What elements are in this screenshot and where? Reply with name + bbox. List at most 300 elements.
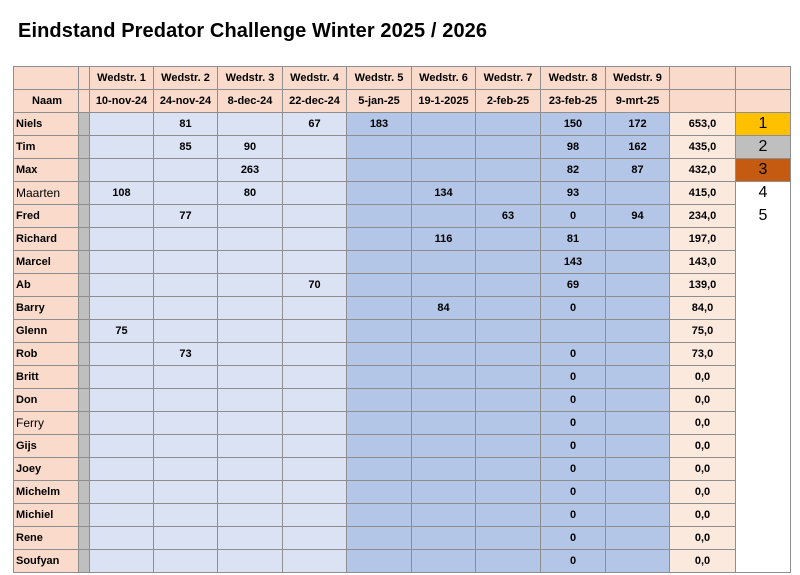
score-cell — [218, 504, 283, 527]
score-cell — [412, 366, 476, 389]
score-cell — [154, 389, 218, 412]
score-cell — [218, 412, 283, 435]
row-separator — [79, 182, 90, 205]
score-cell: 0 — [541, 343, 606, 366]
score-cell — [606, 297, 670, 320]
score-cell — [606, 527, 670, 550]
score-cell — [412, 251, 476, 274]
score-cell — [606, 504, 670, 527]
table-row — [14, 550, 791, 573]
score-cell — [476, 297, 541, 320]
match-date: 8-dec-24 — [218, 90, 283, 113]
score-cell — [347, 481, 412, 504]
score-cell: 73 — [154, 343, 218, 366]
row-separator — [79, 251, 90, 274]
player-name: Soufyan — [14, 550, 79, 573]
score-cell — [283, 320, 347, 343]
total-cell: 0,0 — [670, 550, 736, 573]
score-cell: 183 — [347, 113, 412, 136]
score-cell — [90, 205, 154, 228]
score-cell — [218, 228, 283, 251]
player-name: Michelm — [14, 481, 79, 504]
score-cell — [283, 159, 347, 182]
total-cell: 0,0 — [670, 412, 736, 435]
score-cell — [218, 458, 283, 481]
header-total-blank — [670, 67, 736, 90]
score-cell — [347, 527, 412, 550]
score-cell: 0 — [541, 205, 606, 228]
score-cell — [90, 435, 154, 458]
table-row — [14, 251, 791, 274]
rank-cell — [736, 550, 791, 573]
header-total-blank — [670, 90, 736, 113]
row-separator — [79, 366, 90, 389]
table-row — [14, 481, 791, 504]
table-row — [14, 527, 791, 550]
table-row — [14, 389, 791, 412]
score-cell — [283, 251, 347, 274]
score-cell — [90, 228, 154, 251]
score-cell — [476, 136, 541, 159]
rank-cell — [736, 504, 791, 527]
score-cell — [90, 389, 154, 412]
score-cell — [154, 228, 218, 251]
match-date: 22-dec-24 — [283, 90, 347, 113]
score-cell: 81 — [154, 113, 218, 136]
score-cell: 90 — [218, 136, 283, 159]
rank-cell — [736, 458, 791, 481]
total-cell: 139,0 — [670, 274, 736, 297]
score-cell — [606, 274, 670, 297]
player-name: Max — [14, 159, 79, 182]
player-name: Richard — [14, 228, 79, 251]
rank-cell: 1 — [736, 113, 791, 136]
table-row — [14, 366, 791, 389]
score-cell — [347, 251, 412, 274]
score-cell — [476, 182, 541, 205]
rank-cell: 2 — [736, 136, 791, 159]
score-cell — [412, 550, 476, 573]
score-cell: 0 — [541, 504, 606, 527]
rank-cell — [736, 366, 791, 389]
score-cell — [606, 412, 670, 435]
score-cell — [283, 228, 347, 251]
row-separator — [79, 159, 90, 182]
score-cell — [283, 458, 347, 481]
score-cell — [347, 320, 412, 343]
row-separator — [79, 527, 90, 550]
table-row — [14, 182, 791, 205]
player-name: Rob — [14, 343, 79, 366]
score-cell — [154, 251, 218, 274]
score-cell — [476, 412, 541, 435]
rank-cell — [736, 412, 791, 435]
score-cell: 0 — [541, 412, 606, 435]
score-cell — [476, 435, 541, 458]
total-cell: 432,0 — [670, 159, 736, 182]
player-name: Don — [14, 389, 79, 412]
score-cell — [218, 481, 283, 504]
score-cell — [412, 136, 476, 159]
match-date: 10-nov-24 — [90, 90, 154, 113]
score-cell: 116 — [412, 228, 476, 251]
table-row — [14, 136, 791, 159]
player-name: Ferry — [14, 412, 79, 435]
row-separator — [79, 550, 90, 573]
score-cell — [283, 182, 347, 205]
match-label: Wedstr. 8 — [541, 67, 606, 90]
score-cell — [347, 182, 412, 205]
rank-cell — [736, 251, 791, 274]
score-cell: 87 — [606, 159, 670, 182]
match-date: 23-feb-25 — [541, 90, 606, 113]
table-row — [14, 435, 791, 458]
score-cell — [154, 481, 218, 504]
table-row — [14, 458, 791, 481]
score-cell — [154, 297, 218, 320]
score-cell: 134 — [412, 182, 476, 205]
score-cell — [154, 274, 218, 297]
score-cell — [412, 159, 476, 182]
score-cell — [412, 320, 476, 343]
score-cell — [154, 412, 218, 435]
row-separator — [79, 205, 90, 228]
score-cell — [476, 550, 541, 573]
score-cell — [154, 527, 218, 550]
score-cell — [541, 320, 606, 343]
table-row — [14, 320, 791, 343]
score-cell: 150 — [541, 113, 606, 136]
match-date: 19-1-2025 — [412, 90, 476, 113]
score-cell — [90, 481, 154, 504]
score-cell: 80 — [218, 182, 283, 205]
player-name: Marcel — [14, 251, 79, 274]
score-cell: 0 — [541, 297, 606, 320]
table-row — [14, 228, 791, 251]
total-cell: 0,0 — [670, 389, 736, 412]
score-cell: 69 — [541, 274, 606, 297]
total-cell: 0,0 — [670, 366, 736, 389]
score-cell — [90, 343, 154, 366]
match-date: 2-feb-25 — [476, 90, 541, 113]
score-cell — [347, 458, 412, 481]
score-cell: 67 — [283, 113, 347, 136]
score-cell — [476, 343, 541, 366]
score-cell — [476, 527, 541, 550]
rank-cell — [736, 320, 791, 343]
player-name: Maarten — [14, 182, 79, 205]
score-cell — [154, 435, 218, 458]
score-cell — [476, 320, 541, 343]
header-row-labels — [14, 67, 791, 90]
score-cell — [476, 159, 541, 182]
score-cell — [154, 182, 218, 205]
table-row — [14, 159, 791, 182]
row-separator — [79, 113, 90, 136]
score-cell — [476, 504, 541, 527]
score-cell — [154, 504, 218, 527]
match-label: Wedstr. 7 — [476, 67, 541, 90]
score-cell — [412, 435, 476, 458]
score-cell — [90, 504, 154, 527]
total-cell: 73,0 — [670, 343, 736, 366]
standings-table — [13, 66, 791, 573]
match-label: Wedstr. 5 — [347, 67, 412, 90]
total-cell: 197,0 — [670, 228, 736, 251]
score-cell — [347, 435, 412, 458]
score-cell — [90, 274, 154, 297]
score-cell: 98 — [541, 136, 606, 159]
rank-cell — [736, 274, 791, 297]
score-cell — [283, 412, 347, 435]
score-cell — [606, 458, 670, 481]
score-cell — [476, 366, 541, 389]
total-cell: 75,0 — [670, 320, 736, 343]
player-name: Michiel — [14, 504, 79, 527]
score-cell — [218, 205, 283, 228]
table-row — [14, 113, 791, 136]
total-cell: 0,0 — [670, 504, 736, 527]
score-cell: 81 — [541, 228, 606, 251]
score-cell — [218, 274, 283, 297]
score-cell — [218, 366, 283, 389]
total-cell: 0,0 — [670, 435, 736, 458]
score-cell — [476, 274, 541, 297]
player-name: Britt — [14, 366, 79, 389]
header-separator — [79, 67, 90, 90]
match-date: 24-nov-24 — [154, 90, 218, 113]
score-cell — [90, 251, 154, 274]
score-cell — [606, 389, 670, 412]
score-cell — [606, 435, 670, 458]
total-cell: 0,0 — [670, 481, 736, 504]
score-cell — [606, 366, 670, 389]
score-cell: 143 — [541, 251, 606, 274]
player-name: Niels — [14, 113, 79, 136]
row-separator — [79, 458, 90, 481]
score-cell — [90, 550, 154, 573]
score-cell: 0 — [541, 389, 606, 412]
score-cell — [606, 182, 670, 205]
row-separator — [79, 435, 90, 458]
score-cell — [476, 228, 541, 251]
player-name: Ab — [14, 274, 79, 297]
row-separator — [79, 412, 90, 435]
score-cell: 84 — [412, 297, 476, 320]
rank-cell: 3 — [736, 159, 791, 182]
score-cell — [218, 550, 283, 573]
score-cell: 162 — [606, 136, 670, 159]
score-cell — [154, 366, 218, 389]
score-cell — [90, 366, 154, 389]
score-cell: 85 — [154, 136, 218, 159]
score-cell — [476, 481, 541, 504]
score-cell — [476, 251, 541, 274]
rank-cell — [736, 297, 791, 320]
score-cell: 77 — [154, 205, 218, 228]
score-cell — [412, 527, 476, 550]
table-row — [14, 412, 791, 435]
score-cell — [283, 504, 347, 527]
total-cell: 84,0 — [670, 297, 736, 320]
score-cell — [606, 550, 670, 573]
match-label: Wedstr. 1 — [90, 67, 154, 90]
score-cell — [412, 205, 476, 228]
row-separator — [79, 228, 90, 251]
table-row — [14, 343, 791, 366]
total-cell: 234,0 — [670, 205, 736, 228]
table-row — [14, 297, 791, 320]
score-cell — [347, 297, 412, 320]
score-cell — [347, 159, 412, 182]
rank-cell — [736, 481, 791, 504]
table-row — [14, 274, 791, 297]
score-cell — [412, 389, 476, 412]
match-date: 5-jan-25 — [347, 90, 412, 113]
score-cell — [283, 366, 347, 389]
row-separator — [79, 297, 90, 320]
score-cell — [283, 481, 347, 504]
score-cell — [154, 550, 218, 573]
table-row — [14, 504, 791, 527]
score-cell — [347, 274, 412, 297]
score-cell — [218, 527, 283, 550]
score-cell: 172 — [606, 113, 670, 136]
row-separator — [79, 504, 90, 527]
score-cell — [283, 343, 347, 366]
score-cell — [90, 458, 154, 481]
header-rank-blank — [736, 67, 791, 90]
score-cell — [283, 550, 347, 573]
score-cell — [476, 113, 541, 136]
header-rank-blank — [736, 90, 791, 113]
row-separator — [79, 274, 90, 297]
score-cell — [90, 297, 154, 320]
score-cell — [283, 297, 347, 320]
score-cell — [412, 458, 476, 481]
score-cell — [606, 320, 670, 343]
row-separator — [79, 389, 90, 412]
total-cell: 0,0 — [670, 527, 736, 550]
score-cell — [347, 550, 412, 573]
score-cell: 0 — [541, 458, 606, 481]
score-cell — [347, 504, 412, 527]
score-cell: 0 — [541, 435, 606, 458]
score-cell — [283, 389, 347, 412]
player-name: Glenn — [14, 320, 79, 343]
rank-cell: 5 — [736, 205, 791, 228]
header-row-dates — [14, 90, 791, 113]
row-separator — [79, 481, 90, 504]
score-cell — [412, 274, 476, 297]
score-cell: 263 — [218, 159, 283, 182]
page-title: Eindstand Predator Challenge Winter 2025 / 2026 — [18, 20, 488, 42]
header-separator — [79, 90, 90, 113]
score-cell — [476, 389, 541, 412]
score-cell — [218, 113, 283, 136]
score-cell — [347, 136, 412, 159]
score-cell — [218, 297, 283, 320]
score-cell — [218, 251, 283, 274]
score-cell — [606, 343, 670, 366]
score-cell — [283, 527, 347, 550]
score-cell — [218, 320, 283, 343]
score-cell: 93 — [541, 182, 606, 205]
score-cell — [476, 458, 541, 481]
rank-cell: 4 — [736, 182, 791, 205]
match-label: Wedstr. 6 — [412, 67, 476, 90]
score-cell — [90, 113, 154, 136]
score-cell — [347, 205, 412, 228]
score-cell — [606, 228, 670, 251]
header-name-blank — [14, 67, 79, 90]
match-label: Wedstr. 4 — [283, 67, 347, 90]
rank-cell — [736, 435, 791, 458]
score-cell — [90, 159, 154, 182]
score-cell — [412, 481, 476, 504]
match-label: Wedstr. 3 — [218, 67, 283, 90]
total-cell: 435,0 — [670, 136, 736, 159]
score-cell: 0 — [541, 481, 606, 504]
score-cell — [154, 458, 218, 481]
player-name: Barry — [14, 297, 79, 320]
rank-cell — [736, 389, 791, 412]
score-cell — [412, 412, 476, 435]
score-cell — [283, 435, 347, 458]
score-cell — [154, 320, 218, 343]
score-cell — [412, 113, 476, 136]
score-cell — [154, 159, 218, 182]
score-cell — [283, 136, 347, 159]
score-cell: 75 — [90, 320, 154, 343]
score-cell: 94 — [606, 205, 670, 228]
score-cell — [90, 136, 154, 159]
total-cell: 653,0 — [670, 113, 736, 136]
score-cell — [218, 435, 283, 458]
score-cell — [218, 389, 283, 412]
score-cell: 0 — [541, 366, 606, 389]
score-cell — [90, 412, 154, 435]
match-label: Wedstr. 2 — [154, 67, 218, 90]
row-separator — [79, 320, 90, 343]
score-cell: 0 — [541, 550, 606, 573]
score-cell — [606, 481, 670, 504]
player-name: Rene — [14, 527, 79, 550]
row-separator — [79, 136, 90, 159]
total-cell: 143,0 — [670, 251, 736, 274]
score-cell: 82 — [541, 159, 606, 182]
score-cell — [606, 251, 670, 274]
score-cell — [412, 504, 476, 527]
name-column-header: Naam — [14, 90, 79, 113]
score-cell — [347, 412, 412, 435]
player-name: Joey — [14, 458, 79, 481]
row-separator — [79, 343, 90, 366]
rank-cell — [736, 527, 791, 550]
rank-cell — [736, 343, 791, 366]
score-cell — [90, 527, 154, 550]
score-cell — [347, 366, 412, 389]
score-cell: 108 — [90, 182, 154, 205]
total-cell: 415,0 — [670, 182, 736, 205]
score-cell: 0 — [541, 527, 606, 550]
match-label: Wedstr. 9 — [606, 67, 670, 90]
match-date: 9-mrt-25 — [606, 90, 670, 113]
score-cell: 70 — [283, 274, 347, 297]
rank-cell — [736, 228, 791, 251]
total-cell: 0,0 — [670, 458, 736, 481]
score-cell — [347, 343, 412, 366]
